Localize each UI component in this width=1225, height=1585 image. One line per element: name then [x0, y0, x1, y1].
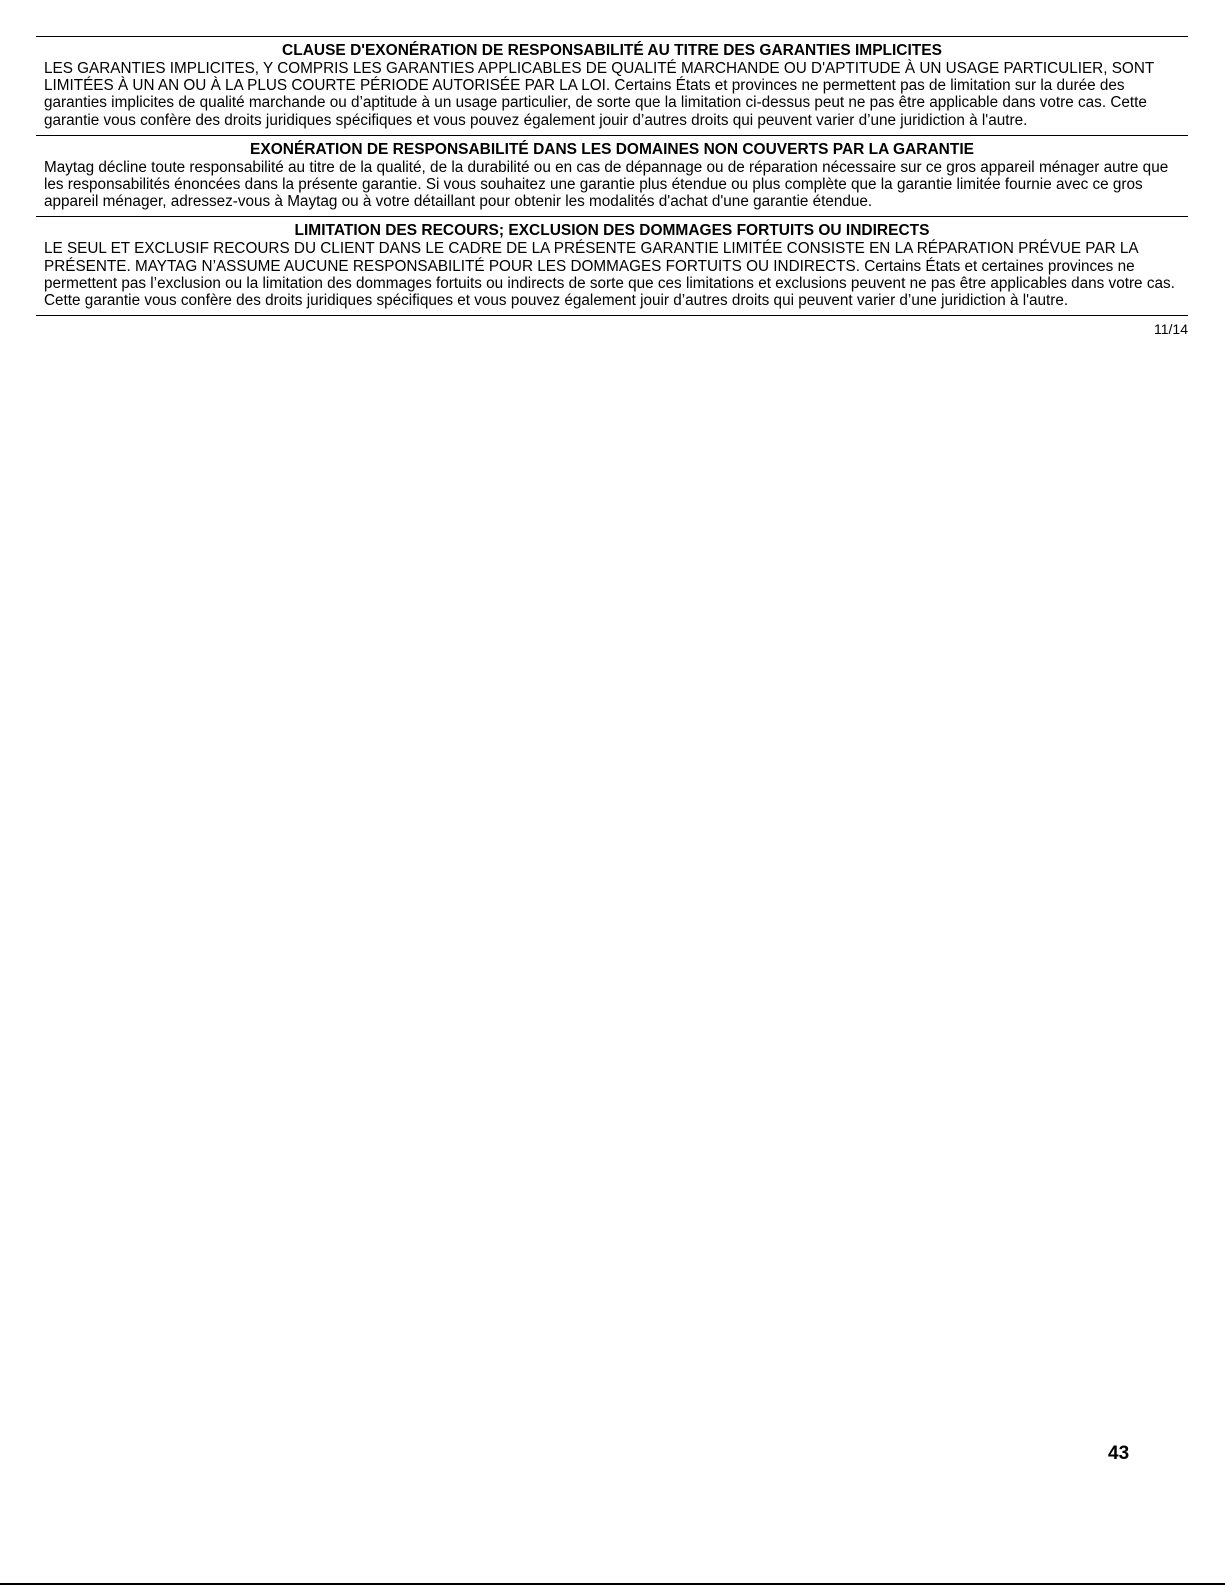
section-body: LES GARANTIES IMPLICITES, Y COMPRIS LES GARANTIES APPLICABLES DE QUALITÉ MARCHANDE OU D'APTITUDE À UN USAGE PARTICULIER, SONT LIMITÉES À UN AN OU À LA PLUS COURTE PÉRIODE AUTORISÉE PAR LA LOI. Certains États et provinces ne permettent pas de limitation sur la durée des garanties implicites de qualité marchande ou d’aptitude à un usage particulier, de sorte que la limitation ci-dessus peut ne pas être applicable dans votre cas. Cette garantie vous confère des droits juridiques spécifiques et vous pouvez également jouir d’autres droits qui peuvent varier d’une juridiction à l'autre. — [44, 60, 1154, 129]
section-body: Maytag décline toute responsabilité au titre de la qualité, de la durabilité ou en cas de dépannage ou de réparation nécessaire sur ce gros appareil ménager autre que les responsabilités énoncées dans la présente garantie. Si vous souhaitez une garantie plus étendue ou plus complète que la garantie limitée fournie avec ce gros appareil ménager, adressez-vous à Maytag ou à votre détaillant pour obtenir les modalités d'achat d'une garantie étendue. — [44, 158, 1169, 211]
section-title: CLAUSE D'EXONÉRATION DE RESPONSABILITÉ AU TITRE DES GARANTIES IMPLICITES — [282, 42, 942, 59]
section-body: LE SEUL ET EXCLUSIF RECOURS DU CLIENT DANS LE CADRE DE LA PRÉSENTE GARANTIE LIMITÉE CONSISTE EN LA RÉPARATION PRÉVUE PAR LA PRÉSENTE. MAYTAG N’ASSUME AUCUNE RESPONSABILITÉ POUR LES DOMMAGES FORTUITS OU INDIRECTS. Certains États et certaines provinces ne permettent pas l’exclusion ou la limitation des dommages fortuits ou indirects de sorte que ces limitations et exclusions peuvent ne pas être applicables dans votre cas. Cette garantie vous confère des droits juridiques spécifiques et vous pouvez également jouir d’autres droits qui peuvent varier d’une juridiction à l'autre. — [44, 240, 1175, 310]
section-title: LIMITATION DES RECOURS; EXCLUSION DES DOMMAGES FORTUITS OU INDIRECTS — [294, 222, 930, 240]
warranty-page — [36, 36, 1188, 337]
divider — [36, 315, 1188, 316]
revision-date: 11/14 — [1154, 321, 1188, 338]
warranty-scope-disclaimer-section — [36, 136, 1188, 217]
limitation-of-remedies-section — [36, 217, 1188, 315]
section-title: EXONÉRATION DE RESPONSABILITÉ DANS LES DOMAINES NON COUVERTS PAR LA GARANTIE — [250, 140, 974, 158]
page-number: 43 — [1108, 1443, 1130, 1464]
implied-warranty-disclaimer-section — [36, 37, 1188, 135]
